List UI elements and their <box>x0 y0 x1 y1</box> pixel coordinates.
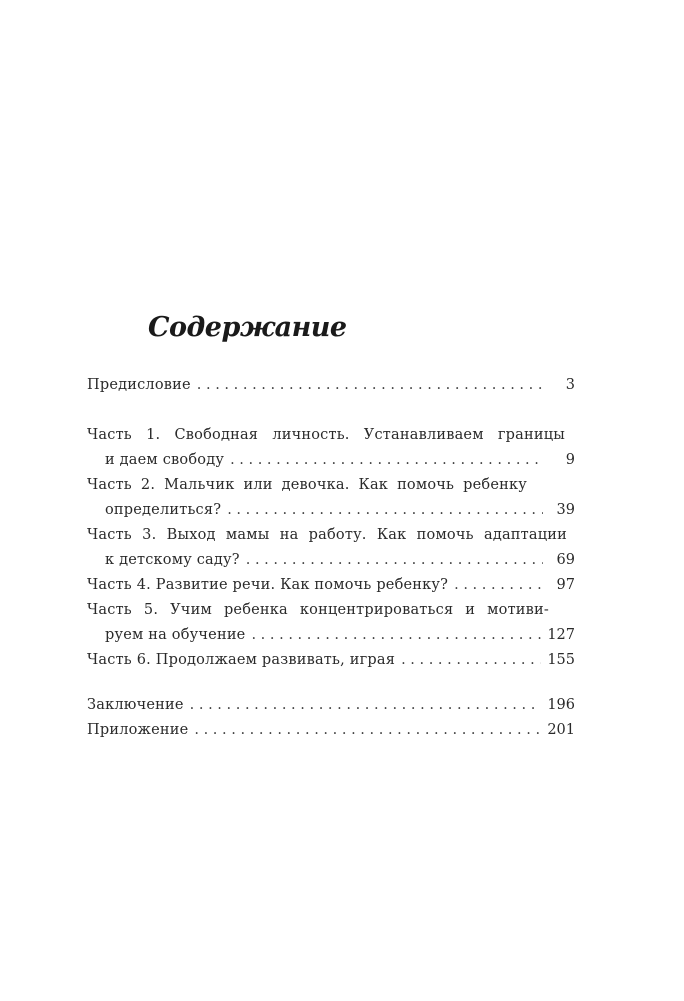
toc-entry-part5-line1: Часть 5. Учим ребенка концентрироваться и мотиви- <box>87 602 549 618</box>
toc-entry-part3 <box>105 548 575 572</box>
page-number: 97 <box>556 577 575 593</box>
page-number: 155 <box>547 652 575 668</box>
toc-entry-part1-line1: Часть 1. Свободная личность. Устанавливаем границы <box>87 427 565 443</box>
page-number: 127 <box>547 627 575 643</box>
entry-title: определиться? <box>105 502 222 518</box>
toc-entry-appendix <box>87 718 575 742</box>
toc-entry-part2 <box>105 498 575 522</box>
page-number: 69 <box>556 552 575 568</box>
dot-leader <box>190 693 542 717</box>
page-title: Содержание <box>148 312 347 343</box>
toc-entry-preface <box>87 373 575 397</box>
entry-title: и даем свободу <box>105 452 225 468</box>
page-number: 9 <box>565 452 575 468</box>
dot-leader <box>246 548 543 572</box>
entry-title: Часть 6. Продолжаем развивать, играя <box>87 652 396 668</box>
toc-entry-part4 <box>87 573 575 597</box>
dot-leader <box>454 573 543 597</box>
dot-leader <box>227 498 543 522</box>
entry-title: Часть 4. Развитие речи. Как помочь ребенку? <box>87 577 449 593</box>
toc-entry-part6 <box>87 648 575 672</box>
entry-title: Предисловие <box>87 377 191 393</box>
dot-leader <box>194 718 541 742</box>
page-number: 196 <box>547 697 575 713</box>
toc-entry-conclusion <box>87 693 575 717</box>
page-number: 3 <box>565 377 575 393</box>
page-number: 39 <box>556 502 575 518</box>
dot-leader <box>197 373 543 397</box>
toc-entry-part5 <box>105 623 575 647</box>
toc-entry-part1 <box>105 448 575 472</box>
toc-entry-part3-line1: Часть 3. Выход мамы на работу. Как помочь адаптации <box>87 527 567 543</box>
dot-leader <box>251 623 541 647</box>
entry-title: Приложение <box>87 722 189 738</box>
dot-leader <box>401 648 541 672</box>
entry-title: к детскому саду? <box>105 552 240 568</box>
page-number: 201 <box>547 722 575 738</box>
entry-title: руем на обучение <box>105 627 246 643</box>
dot-leader <box>230 448 543 472</box>
entry-title: Заключение <box>87 697 184 713</box>
toc-entry-part2-line1: Часть 2. Мальчик или девочка. Как помочь ребенку <box>87 477 527 493</box>
